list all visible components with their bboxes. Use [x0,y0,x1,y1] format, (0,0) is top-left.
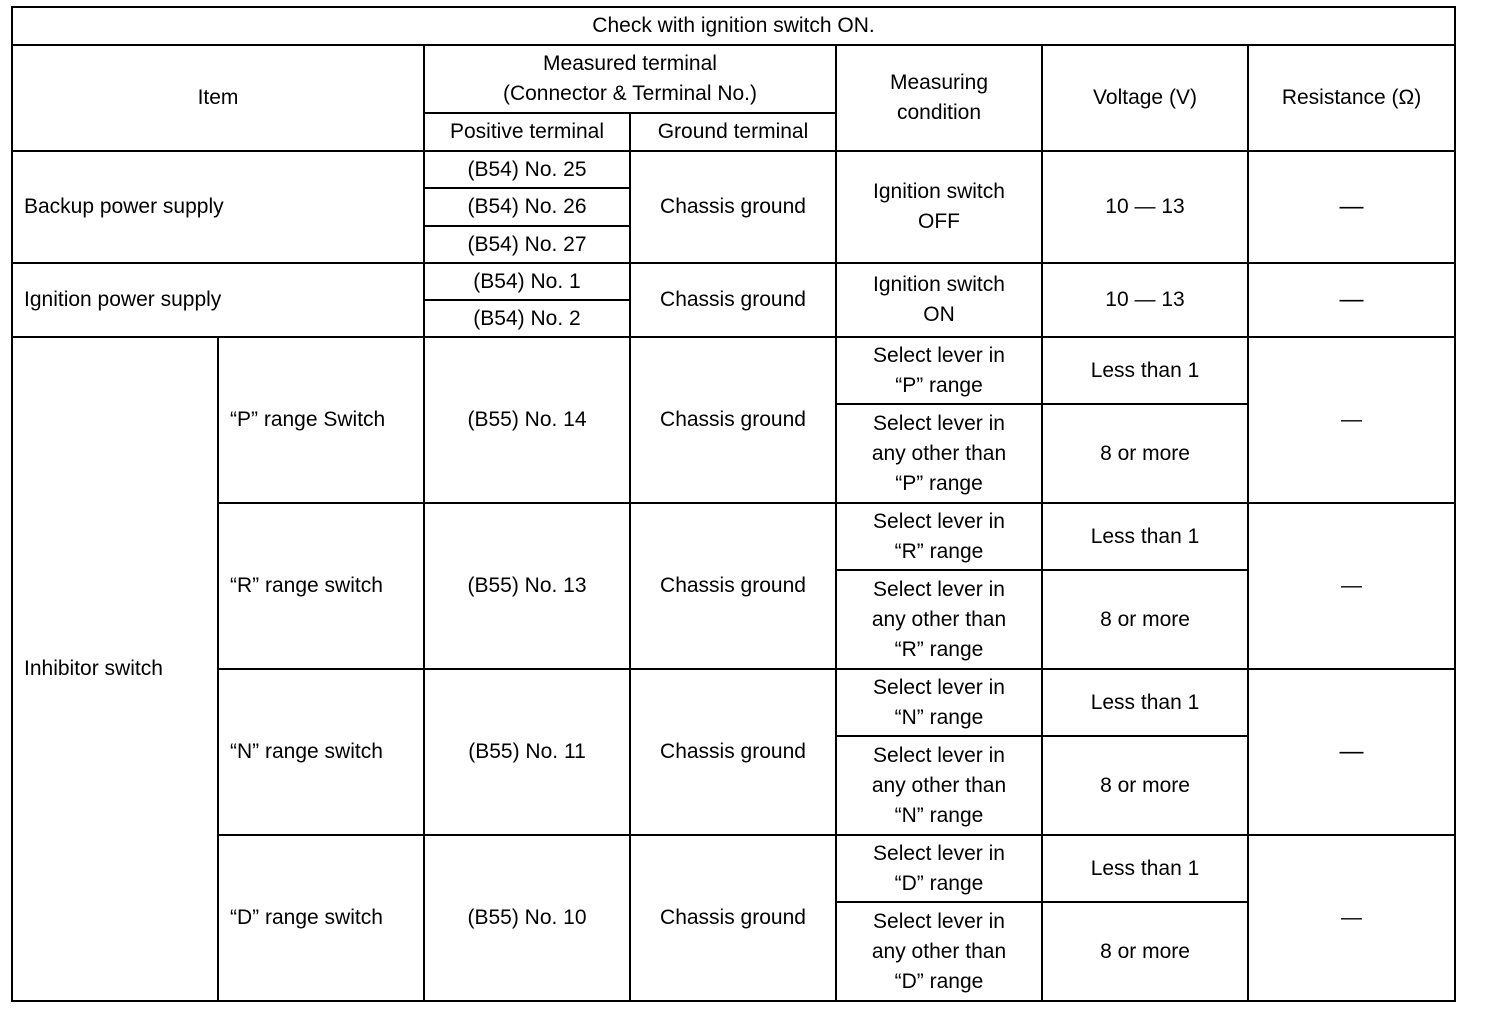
ignition-condition-line1: Ignition switch [873,273,1005,296]
p-range-terminal: (B55) No. 14 [424,337,630,503]
n-range-condition-b [836,736,1042,835]
r-range-voltage-a: Less than 1 [1042,503,1248,570]
backup-terminal-1: (B54) No. 25 [424,151,630,188]
p-cond-b-line3: “P” range [895,471,983,495]
n-cond-b-line2: any other than [871,773,1007,797]
r-range-name: “R” range switch [218,503,424,669]
p-range-resistance: — [1248,337,1455,503]
table-row [12,151,1455,188]
table-row [12,835,1455,902]
d-cond-b-line3: “D” range [894,969,984,993]
table-row [12,263,1455,300]
table-row [12,503,1455,570]
backup-terminal-2: (B54) No. 26 [424,188,630,226]
ignition-voltage: 10 — 13 [1042,263,1248,337]
header-resistance: Resistance (Ω) [1248,45,1455,151]
p-cond-a-line1: Select lever in [873,343,1005,367]
p-range-ground: Chassis ground [630,337,836,503]
n-range-voltage-a: Less than 1 [1042,669,1248,736]
d-cond-b-line2: any other than [871,939,1007,963]
r-range-terminal: (B55) No. 13 [424,503,630,669]
header-item: Item [12,45,424,151]
n-range-resistance: — [1248,669,1455,835]
n-cond-a-line1: Select lever in [873,675,1005,699]
table-title: Check with ignition switch ON. [12,7,1455,45]
n-range-name: “N” range switch [218,669,424,835]
ignition-ground: Chassis ground [630,263,836,337]
header-ground-terminal: Ground terminal [630,113,836,151]
p-range-voltage-a: Less than 1 [1042,337,1248,404]
p-cond-b-line2: any other than [871,441,1007,465]
p-range-name: “P” range Switch [218,337,424,503]
n-cond-b-line3: “N” range [894,803,984,827]
d-range-ground: Chassis ground [630,835,836,1001]
r-range-condition-a [836,503,1042,570]
backup-terminal-3: (B54) No. 27 [424,226,630,263]
r-range-ground: Chassis ground [630,503,836,669]
table-row [12,337,1455,404]
backup-resistance: — [1248,151,1455,263]
n-range-terminal: (B55) No. 11 [424,669,630,835]
r-cond-b-line3: “R” range [894,637,984,661]
backup-condition [836,151,1042,263]
inspection-table-container [11,6,1454,1002]
n-cond-a-line2: “N” range [894,705,984,729]
ignition-condition [836,263,1042,337]
header-row [12,45,1455,113]
header-measured-terminal-line1: Measured terminal [543,52,717,75]
inspection-table [11,6,1456,1002]
n-range-ground: Chassis ground [630,669,836,835]
header-measuring-condition [836,45,1042,151]
d-range-condition-a [836,835,1042,902]
backup-condition-line1: Ignition switch [873,180,1005,203]
inhibitor-item: Inhibitor switch [12,337,218,1001]
d-cond-a-line1: Select lever in [873,841,1005,865]
header-measured-terminal [424,45,836,113]
p-range-condition-a [836,337,1042,404]
header-measuring-condition-line2: condition [896,101,982,124]
r-cond-a-line2: “R” range [894,539,984,563]
r-cond-a-line1: Select lever in [873,509,1005,533]
p-range-voltage-b: 8 or more [1042,404,1248,503]
header-positive-terminal: Positive terminal [424,113,630,151]
d-range-voltage-b: 8 or more [1042,902,1248,1001]
backup-condition-line2: OFF [918,210,960,233]
r-cond-b-line2: any other than [871,607,1007,631]
n-range-condition-a [836,669,1042,736]
d-range-condition-b [836,902,1042,1001]
ignition-terminal-1: (B54) No. 1 [424,263,630,300]
r-range-resistance: — [1248,503,1455,669]
d-cond-a-line2: “D” range [894,871,984,895]
ignition-item: Ignition power supply [12,263,424,337]
r-range-voltage-b: 8 or more [1042,570,1248,669]
title-row [12,7,1455,45]
d-range-resistance: — [1248,835,1455,1001]
header-voltage: Voltage (V) [1042,45,1248,151]
n-range-voltage-b: 8 or more [1042,736,1248,835]
p-cond-a-line2: “P” range [895,373,983,397]
ignition-resistance: — [1248,263,1455,337]
header-measuring-condition-line1: Measuring [889,71,989,94]
backup-voltage: 10 — 13 [1042,151,1248,263]
d-range-voltage-a: Less than 1 [1042,835,1248,902]
header-measured-terminal-line2: (Connector & Terminal No.) [502,82,758,105]
table-row [12,669,1455,736]
p-cond-b-line1: Select lever in [873,411,1005,435]
r-range-condition-b [836,570,1042,669]
d-range-terminal: (B55) No. 10 [424,835,630,1001]
backup-item: Backup power supply [12,151,424,263]
backup-ground: Chassis ground [630,151,836,263]
ignition-terminal-2: (B54) No. 2 [424,300,630,337]
r-cond-b-line1: Select lever in [873,577,1005,601]
p-range-condition-b [836,404,1042,503]
d-cond-b-line1: Select lever in [873,909,1005,933]
d-range-name: “D” range switch [218,835,424,1001]
ignition-condition-line2: ON [923,303,955,326]
n-cond-b-line1: Select lever in [873,743,1005,767]
